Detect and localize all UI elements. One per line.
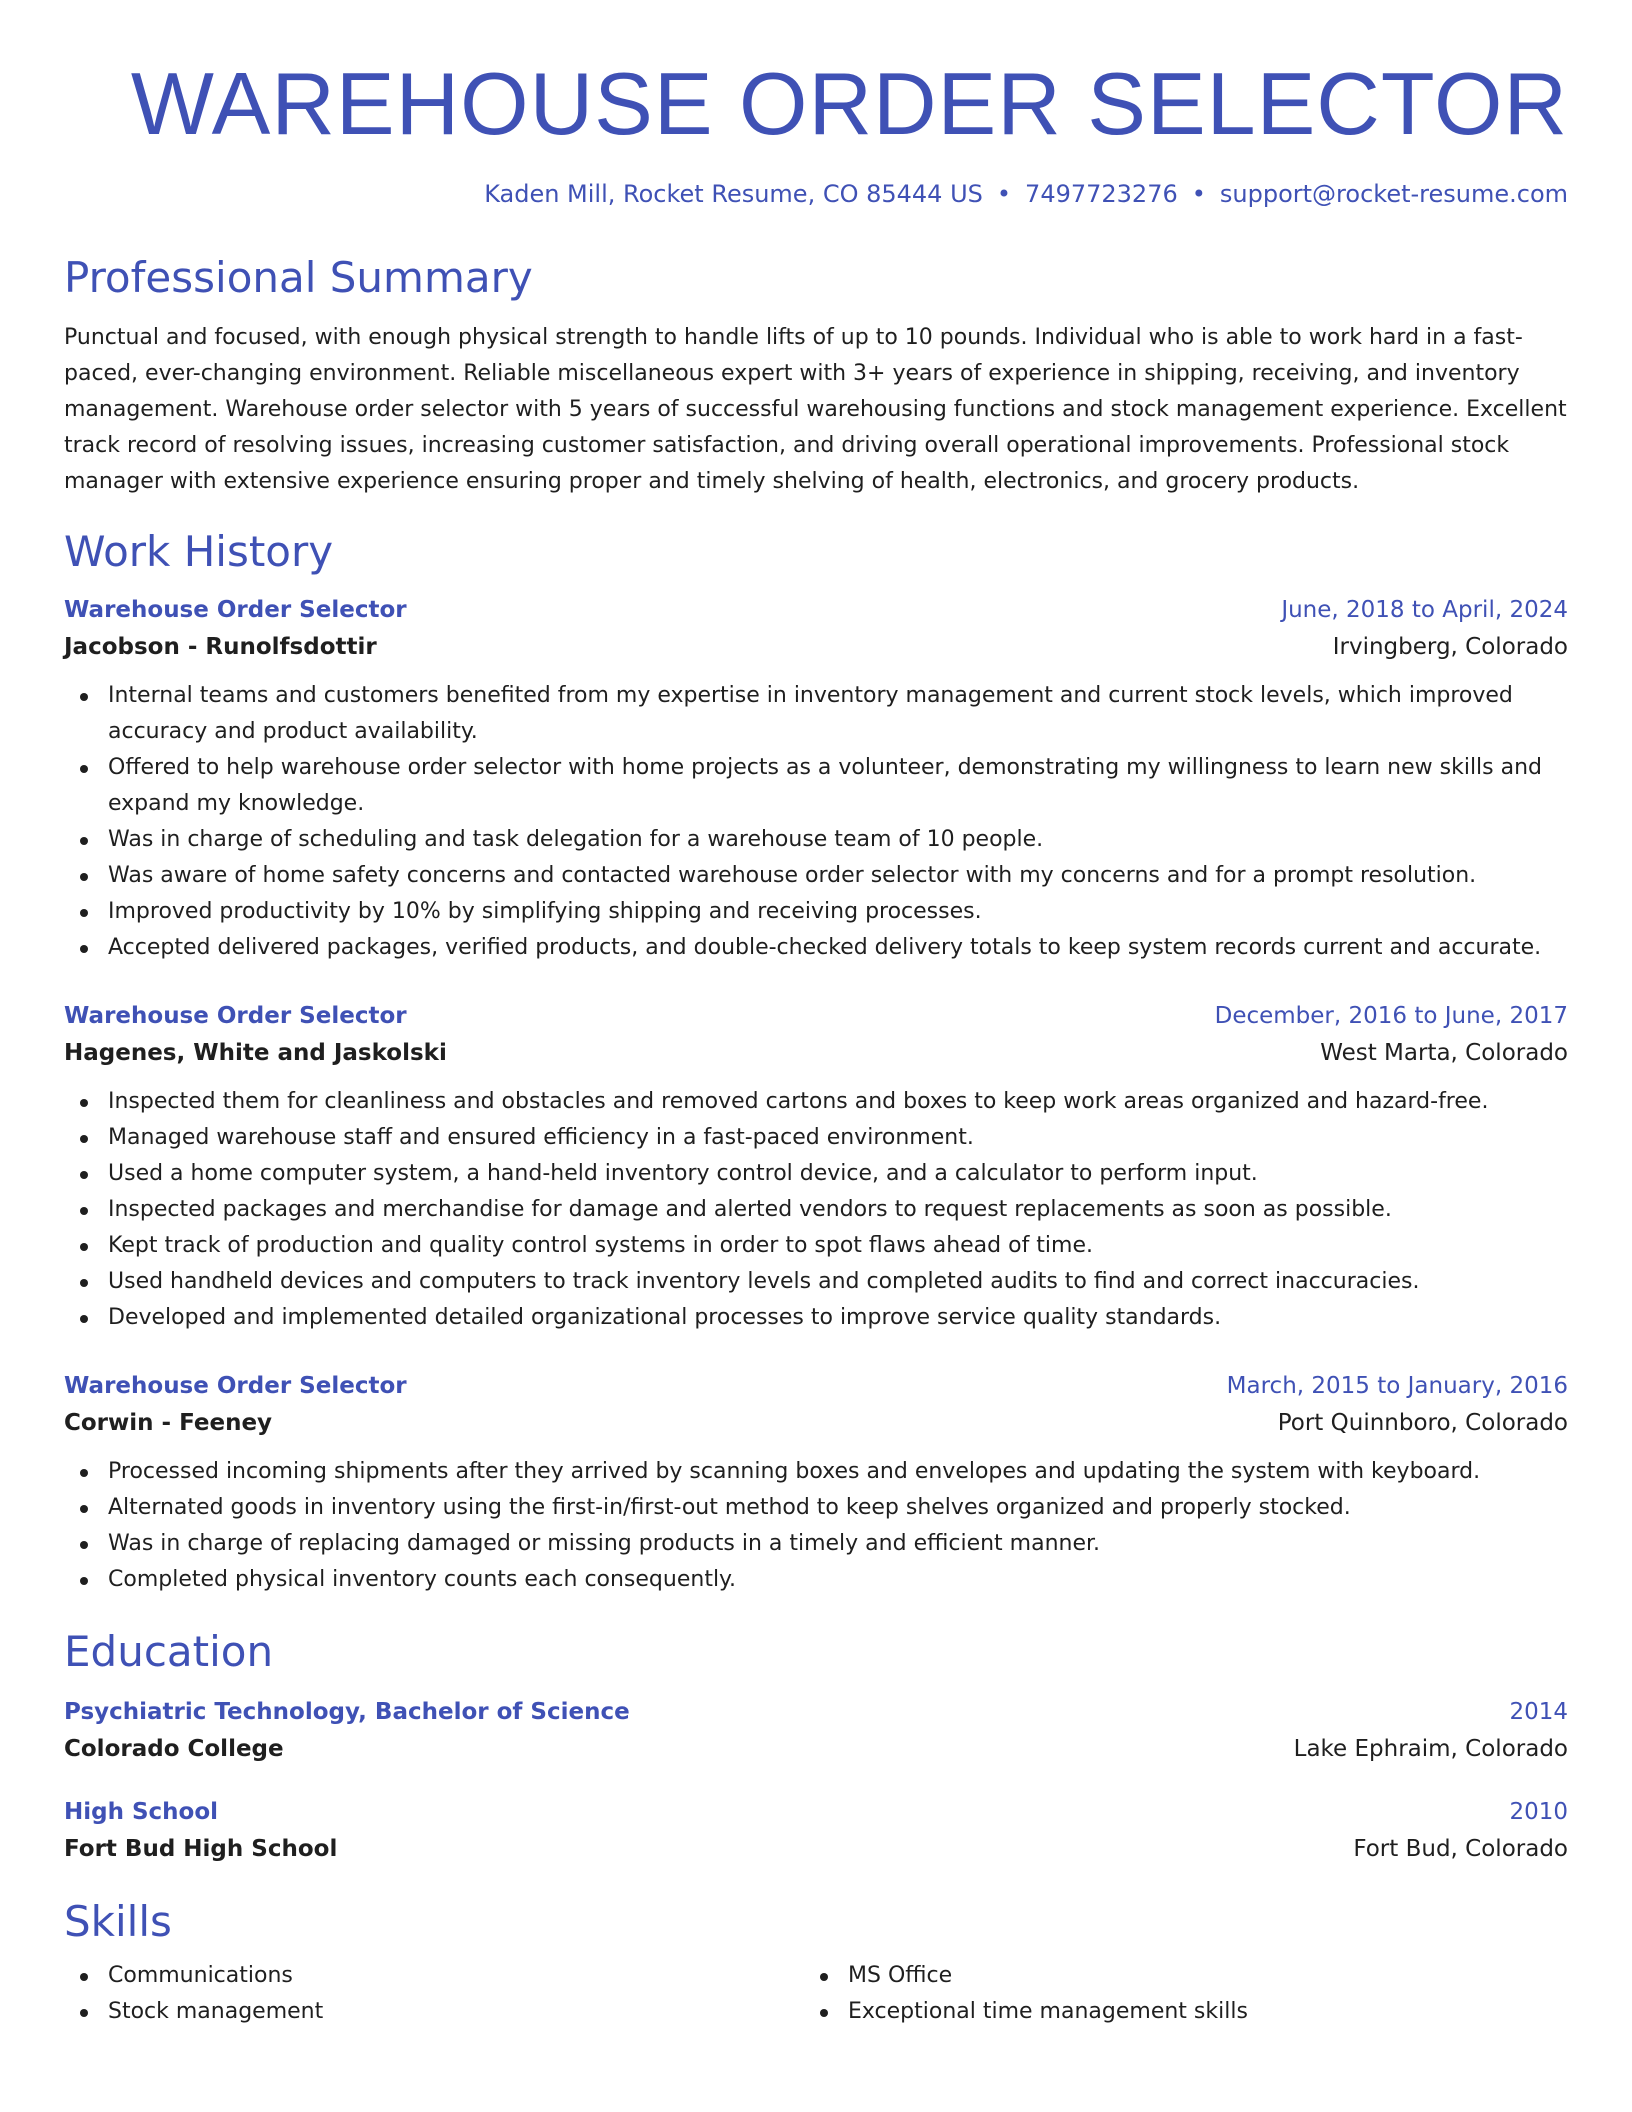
skills-column-left [64, 1958, 804, 2030]
job-bullet: Accepted delivered packages, verified products, and double-checked delivery totals to keep system records current and accurate. [64, 930, 1568, 966]
job-bullet: Was in charge of scheduling and task delegation for a warehouse team of 10 people. [64, 822, 1568, 858]
contact-phone: 7497723276 [1025, 180, 1178, 208]
education-school: Fort Bud High School [64, 1836, 338, 1862]
job-bullets [64, 678, 1568, 966]
skill-item: MS Office [804, 1958, 1544, 1994]
contact-separator: • [996, 180, 1012, 208]
candidate-title: WAREHOUSE ORDER SELECTOR [130, 54, 1568, 153]
job-entry [64, 998, 1568, 1336]
job-location: West Marta, Colorado [1320, 1040, 1568, 1066]
education-year: 2010 [1509, 1799, 1568, 1825]
section-title-summary: Professional Summary [64, 253, 533, 302]
job-bullet: Offered to help warehouse order selector with home projects as a volunteer, demonstrating my willingness to learn new skills and expand my knowledge. [64, 750, 1568, 822]
education-header-row [64, 1694, 1568, 1730]
job-bullet: Used handheld devices and computers to track inventory levels and completed audits to find and correct inaccuracies. [64, 1264, 1568, 1300]
job-bullet: Alternated goods in inventory using the first-in/first-out method to keep shelves organized and properly stocked. [64, 1490, 1568, 1526]
education-degree: High School [64, 1799, 219, 1825]
contact-address: Kaden Mill, Rocket Resume, CO 85444 US [484, 180, 983, 208]
education-school-row [64, 1830, 1568, 1868]
job-company-row [64, 628, 1568, 666]
resume-header [64, 52, 1568, 210]
job-bullet: Inspected packages and merchandise for damage and alerted vendors to request replacements as soon as possible. [64, 1192, 1568, 1228]
job-bullet: Processed incoming shipments after they arrived by scanning boxes and envelopes and updating the system with keyboard. [64, 1454, 1568, 1490]
job-header-row [64, 1368, 1568, 1404]
job-location: Port Quinnboro, Colorado [1277, 1410, 1568, 1436]
job-dates: March, 2015 to January, 2016 [1226, 1373, 1568, 1399]
section-title-education: Education [64, 1627, 274, 1676]
education-degree: Psychiatric Technology, Bachelor of Science [64, 1699, 630, 1725]
job-entry [64, 1368, 1568, 1598]
education-school: Colorado College [64, 1736, 284, 1762]
contact-line [64, 178, 1568, 210]
job-bullet: Used a home computer system, a hand-held inventory control device, and a calculator to perform input. [64, 1156, 1568, 1192]
skill-item: Stock management [64, 1994, 804, 2030]
education-header-row [64, 1794, 1568, 1830]
work-history-list [64, 592, 1568, 1598]
job-company: Corwin - Feeney [64, 1410, 273, 1436]
job-dates: June, 2018 to April, 2024 [1281, 597, 1568, 623]
job-company-row [64, 1034, 1568, 1072]
education-location: Fort Bud, Colorado [1353, 1836, 1568, 1862]
job-role: Warehouse Order Selector [64, 1373, 407, 1399]
job-bullet: Inspected them for cleanliness and obstacles and removed cartons and boxes to keep work areas organized and hazard-free. [64, 1084, 1568, 1120]
job-bullet: Managed warehouse staff and ensured efficiency in a fast-paced environment. [64, 1120, 1568, 1156]
job-bullet: Internal teams and customers benefited from my expertise in inventory management and current stock levels, which improved accuracy and product availability. [64, 678, 1568, 750]
section-title-work-history: Work History [64, 527, 334, 576]
job-bullet: Was in charge of replacing damaged or missing products in a timely and efficient manner. [64, 1526, 1568, 1562]
job-bullet: Completed physical inventory counts each consequently. [64, 1562, 1568, 1598]
job-header-row [64, 592, 1568, 628]
education-school-row [64, 1730, 1568, 1768]
education-entry [64, 1694, 1568, 1768]
job-bullets [64, 1454, 1568, 1598]
education-year: 2014 [1509, 1699, 1568, 1725]
job-bullet: Kept track of production and quality control systems in order to spot flaws ahead of time. [64, 1228, 1568, 1264]
contact-email: support@rocket-resume.com [1219, 180, 1568, 208]
job-header-row [64, 998, 1568, 1034]
education-location: Lake Ephraim, Colorado [1293, 1736, 1568, 1762]
skills-column-right [804, 1958, 1544, 2030]
section-title-skills: Skills [64, 1897, 172, 1946]
job-company: Hagenes, White and Jaskolski [64, 1040, 447, 1066]
skill-item: Exceptional time management skills [804, 1994, 1544, 2030]
job-location: Irvingberg, Colorado [1332, 634, 1568, 660]
job-company-row [64, 1404, 1568, 1442]
job-company: Jacobson - Runolfsdottir [64, 634, 377, 660]
job-bullet: Improved productivity by 10% by simplifying shipping and receiving processes. [64, 894, 1568, 930]
job-dates: December, 2016 to June, 2017 [1214, 1003, 1568, 1029]
job-bullet: Was aware of home safety concerns and contacted warehouse order selector with my concerns and for a prompt resolution. [64, 858, 1568, 894]
summary-text: Punctual and focused, with enough physical strength to handle lifts of up to 10 pounds. Individual who is able to work hard in a fast-paced, ever-changing environment. Reliable miscellaneous expert with 3+ years of experience in shipping, receiving, and inventory management. Warehouse order selector with 5 years of successful warehousing functions and stock management experience. Excellent track record of resolving issues, increasing customer satisfaction, and driving overall operational improvements. Professional stock manager with extensive experience ensuring proper and timely shelving of health, electronics, and grocery products. [64, 325, 1567, 494]
job-entry [64, 592, 1568, 966]
job-role: Warehouse Order Selector [64, 597, 407, 623]
education-entry [64, 1794, 1568, 1868]
skill-item: Communications [64, 1958, 804, 1994]
job-role: Warehouse Order Selector [64, 1003, 407, 1029]
skills-columns [64, 1958, 1568, 2030]
job-bullets [64, 1084, 1568, 1336]
job-bullet: Developed and implemented detailed organizational processes to improve service quality standards. [64, 1300, 1568, 1336]
contact-separator: • [1191, 180, 1206, 208]
